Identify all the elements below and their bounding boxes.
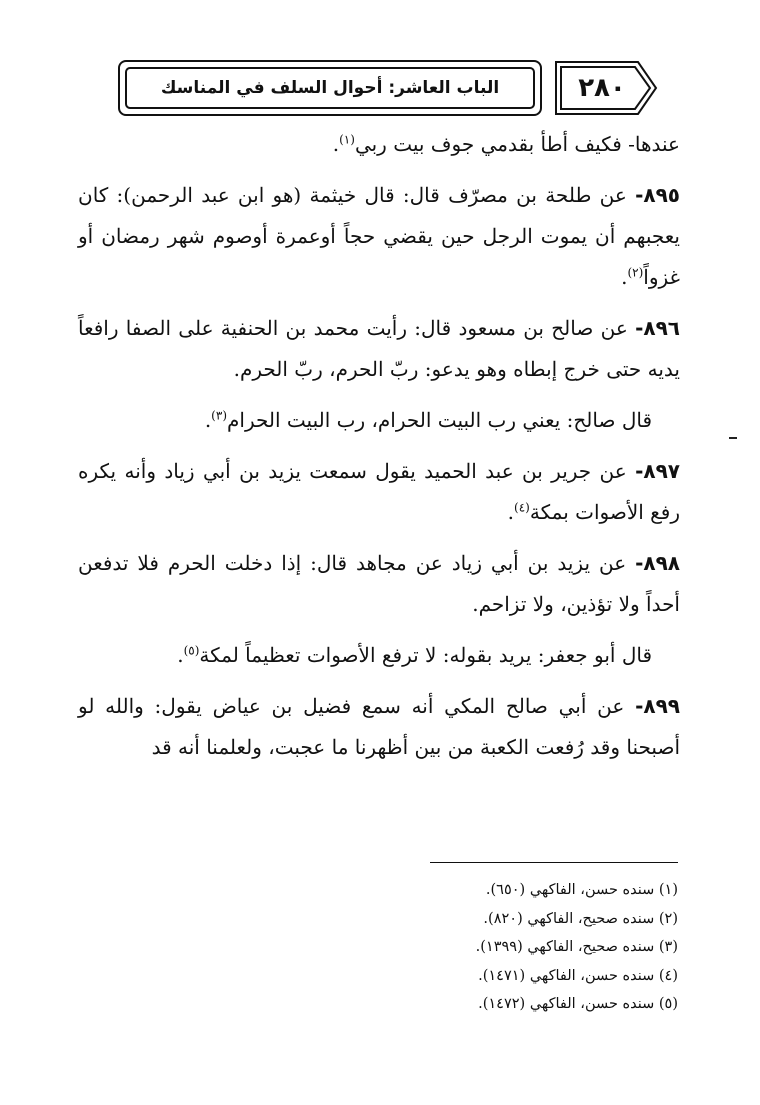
footnotes xyxy=(380,876,678,1019)
footnote-ref: (١) xyxy=(339,132,355,147)
footnote-separator xyxy=(430,862,678,863)
chapter-title: الباب العاشر: أحوال السلف في المناسك xyxy=(160,78,500,98)
page-number: ٢٨٠ xyxy=(578,73,626,103)
commentary-paragraph: قال أبو جعفر: يريد بقوله: لا ترفع الأصوات تعظيماً لمكة$^{(٥)}$. xyxy=(177,643,652,667)
hadith-number: ٨٩٦- xyxy=(635,316,680,340)
hadith-number: ٨٩٥- xyxy=(635,183,680,207)
footnote-item: (٢) سنده صحيح، الفاكهي (٨٢٠). xyxy=(483,910,678,927)
hadith-898: ٨٩٨- عن يزيد بن أبي زياد عن مجاهد قال: إذا دخلت الحرم فلا تدفعن أحداً ولا تؤذين، ولا تزاحم. xyxy=(78,551,680,616)
footnote-item: (٤) سنده حسن، الفاكهي (١٤٧١). xyxy=(478,967,678,984)
main-text xyxy=(78,124,680,778)
footnote-ref: (٢) xyxy=(627,265,644,280)
chapter-header-inner-frame xyxy=(125,67,535,109)
commentary-paragraph: قال صالح: يعني رب البيت الحرام، رب البيت الحرام$^{(٣)}$. xyxy=(204,408,652,432)
footnote-item: (٥) سنده حسن، الفاكهي (١٤٧٢). xyxy=(478,996,678,1012)
page-number-badge xyxy=(552,60,660,116)
footnote-item: (١) سنده حسن، الفاكهي (٦٥٠). xyxy=(485,882,678,898)
hadith-895: ٨٩٥- عن طلحة بن مصرّف قال: قال خيثمة (هو ابن عبد الرحمن): كان يعجبهم أن يموت الرجل حين يقضي حجاً أوعمرة أوصوم شهر رمضان أو غزواً$^{(٢)}$. xyxy=(78,183,680,289)
footnote-item: (٣) سنده صحيح، الفاكهي (١٣٩٩). xyxy=(475,939,678,955)
hadith-896: ٨٩٦- عن صالح بن مسعود قال: رأيت محمد بن الحنفية على الصفا رافعاً يديه حتى خرج إبطاه وهو يدعو: ربّ الحرم، ربّ الحرم. xyxy=(78,316,680,381)
footnote-ref: (٥) xyxy=(183,643,200,658)
chapter-header xyxy=(118,60,542,116)
footnote-ref: (٣) xyxy=(211,408,227,423)
hadith-number: ٨٩٧- xyxy=(635,459,680,483)
paragraph-continuation: عندها- فكيف أطأ بقدمي جوف بيت ربي$^{(١)}$. xyxy=(332,132,680,156)
hadith-number: ٨٩٨- xyxy=(635,551,680,575)
hadith-number: ٨٩٩- xyxy=(635,694,680,718)
hadith-899: ٨٩٩- عن أبي صالح المكي أنه سمع فضيل بن عياض يقول: والله لو أصبحنا وقد رُفعت الكعبة من بين أظهرنا ما عجبت، ولعلمنا أنه قد xyxy=(78,694,680,759)
scan-mark xyxy=(729,437,737,439)
footnote-ref: (٤) xyxy=(514,500,530,515)
hadith-897: ٨٩٧- عن جرير بن عبد الحميد يقول سمعت يزيد بن أبي زياد وأنه يكره رفع الأصوات بمكة$^{(٤)}$. xyxy=(78,459,680,524)
